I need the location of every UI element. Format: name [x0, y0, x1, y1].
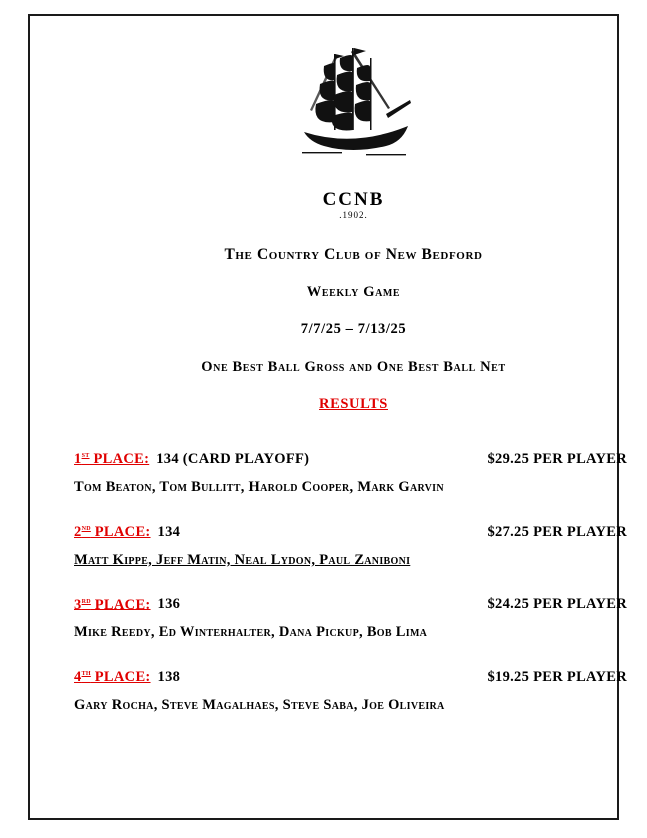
- score-value: 134 (CARD PLAYOFF): [156, 450, 310, 467]
- score-value: 138: [157, 669, 181, 686]
- players-list: Matt Kippe, Jeff Matin, Neal Lydon, Paul Zaniboni: [74, 551, 411, 568]
- result-row: [74, 667, 633, 686]
- club-monogram: CCNB: [322, 189, 385, 210]
- document-content: [74, 42, 633, 824]
- place-label: 3rd PLACE:: [74, 594, 151, 613]
- sailing-ship-icon: [294, 48, 414, 183]
- format-heading: One Best Ball Gross and One Best Ball Net: [201, 359, 506, 375]
- score-value: 136: [157, 596, 181, 613]
- date-range: 7/7/25 – 7/13/25: [300, 321, 407, 337]
- payout-value: $29.25 PER PLAYER: [487, 450, 627, 467]
- payout-value: $24.25 PER PLAYER: [487, 596, 627, 613]
- event-heading: Weekly Game: [306, 284, 401, 300]
- place-label: 2nd PLACE:: [74, 521, 151, 540]
- result-entry: [74, 595, 633, 642]
- results-list: [74, 449, 633, 714]
- score-value: 134: [157, 523, 181, 540]
- players-list: Mike Reedy, Ed Winterhalter, Dana Pickup, Bob Lima: [74, 624, 428, 641]
- page-border: [28, 14, 627, 820]
- result-entry: [74, 522, 633, 569]
- result-entry: [74, 449, 633, 496]
- results-heading: RESULTS: [319, 396, 388, 412]
- result-row: [74, 449, 633, 468]
- place-label: 1st PLACE:: [74, 449, 150, 467]
- payout-value: $19.25 PER PLAYER: [487, 669, 627, 686]
- result-entry: [74, 667, 633, 714]
- players-list: Gary Rocha, Steve Magalhaes, Steve Saba, Joe Oliveira: [74, 697, 445, 714]
- club-logo: [74, 42, 633, 220]
- club-name-heading: The Country Club of New Bedford: [224, 246, 483, 263]
- club-founding-year: .1902.: [339, 210, 368, 220]
- players-list: Tom Beaton, Tom Bullitt, Harold Cooper, Mark Garvin: [74, 478, 444, 495]
- result-row: [74, 522, 633, 541]
- payout-value: $27.25 PER PLAYER: [487, 523, 627, 540]
- result-row: [74, 595, 633, 614]
- place-label: 4th PLACE:: [74, 667, 151, 686]
